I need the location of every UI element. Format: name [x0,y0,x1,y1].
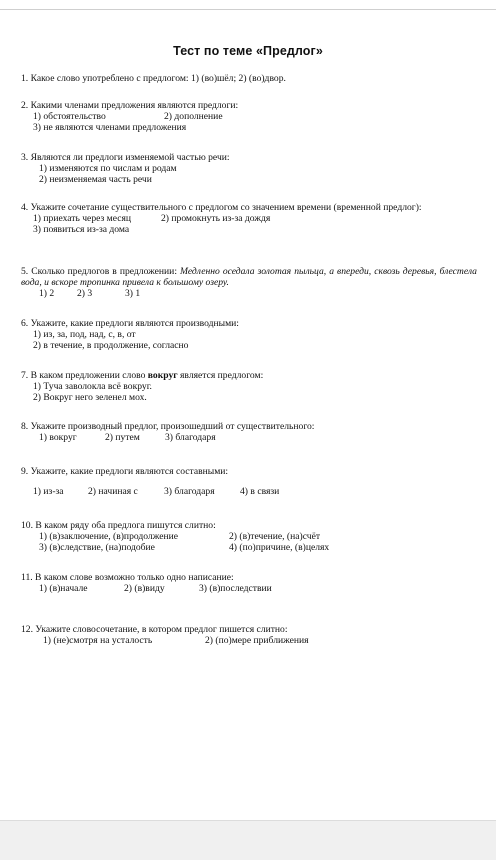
question-1 [21,73,477,84]
question-10-option-3: 3) (в)следствие, (на)подобие [39,542,155,553]
question-8 [21,421,477,443]
question-9-option-1: 1) из-за [33,486,64,497]
question-8-option-2: 2) путем [105,432,140,443]
question-10-text: 10. В каком ряду оба предлога пишутся слитно: [21,520,216,531]
question-12-text: 12. Укажите словосочетание, в котором предлог пишется слитно: [21,624,288,635]
question-12 [21,624,477,646]
question-2-text: 2. Какими членами предложения являются предлоги: [21,100,239,111]
question-5-option-2: 2) 3 [77,288,93,299]
question-12-option-2: 2) (по)мере приближения [205,635,309,646]
question-10-option-2: 2) (в)течение, (на)счёт [229,531,321,542]
question-9-option-3: 3) благодаря [164,486,215,497]
question-11-text: 11. В каком слове возможно только одно написание: [21,572,234,583]
question-7-text: 7. В каком предложении слово [21,370,146,381]
question-3-text: 3. Являются ли предлоги изменяемой частью речи: [21,152,230,163]
question-3-option-2: 2) неизменяемая часть речи [39,174,152,185]
question-9-text: 9. Укажите, какие предлоги являются составными: [21,466,229,477]
question-4-text: 4. Укажите сочетание существительного с предлогом со значением времени (временной предлог): [21,202,422,213]
question-7-keyword: вокруг [147,370,178,381]
question-1-text: 1. Какое слово употреблено с предлогом: 1) (во)шёл; 2) (во)двор. [21,73,286,84]
question-8-text: 8. Укажите производный предлог, произошедший от существительного: [21,421,315,432]
question-11 [21,572,477,594]
question-2-option-3: 3) не являются членами предложения [33,122,187,133]
question-5 [21,266,477,299]
question-4-option-2: 2) промокнуть из-за дождя [161,213,271,224]
question-6 [21,318,477,351]
question-10-option-4: 4) (по)причине, (в)целях [229,542,330,553]
question-7 [21,370,477,403]
question-8-option-1: 1) вокруг [39,432,77,443]
question-8-option-3: 3) благодаря [165,432,216,443]
question-9 [21,466,477,497]
question-9-option-2: 2) начиная с [88,486,138,497]
question-7-option-1: 1) Туча заволокла всё вокруг. [33,381,152,392]
question-7-text-end: является предлогом: [180,370,264,381]
question-2-option-1: 1) обстоятельство [33,111,106,122]
question-6-option-2: 2) в течение, в продолжение, согласно [33,340,189,351]
question-5-option-1: 1) 2 [39,288,55,299]
question-11-option-2: 2) (в)виду [124,583,165,594]
question-3-option-1: 1) изменяются по числам и родам [39,163,177,174]
question-4-option-3: 3) появиться из-за дома [33,224,130,235]
question-6-text: 6. Укажите, какие предлоги являются производными: [21,318,239,329]
question-5-text: 5. Сколько предлогов в предложении: [21,266,177,277]
question-9-option-4: 4) в связи [240,486,280,497]
question-2 [21,100,477,133]
question-3 [21,152,477,185]
question-11-option-1: 1) (в)начале [39,583,88,594]
question-4 [21,202,477,235]
question-7-option-2: 2) Вокруг него зеленел мох. [33,392,147,403]
question-12-option-1: 1) (не)смотря на усталость [43,635,153,646]
question-6-option-1: 1) из, за, под, над, с, в, от [33,329,136,340]
question-5-option-3: 3) 1 [125,288,141,299]
question-10-option-1: 1) (в)заключение, (в)продолжение [39,531,179,542]
page-title: Тест по теме «Предлог» [173,44,323,58]
question-11-option-3: 3) (в)последствии [199,583,272,594]
question-2-option-2: 2) дополнение [164,111,223,122]
question-5-sentence: Медленно оседала золотая пыльца, а впереди, сквозь деревья, блестела вода, и вскоре тропинка привела к большому озеру. [21,266,477,288]
question-4-option-1: 1) приехать через месяц [33,213,132,224]
bottom-bar [0,820,496,860]
question-10 [21,520,477,553]
